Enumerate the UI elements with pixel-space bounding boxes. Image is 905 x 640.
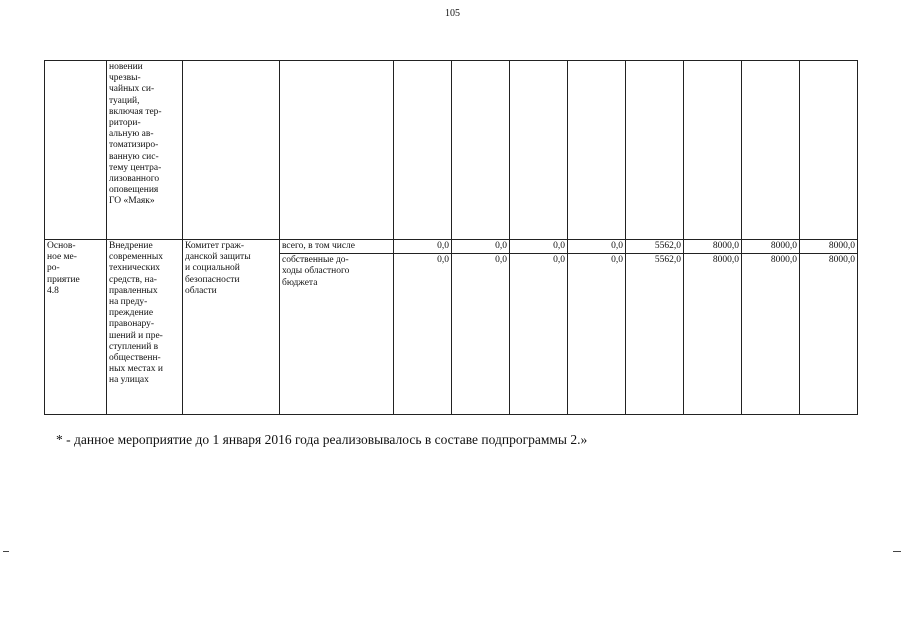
code-line: Основ- [47,241,76,251]
activity-executor-cell [183,240,280,415]
name-line: преждение [109,308,154,319]
name-line: чайных си- [109,84,155,95]
value-cell [684,61,742,240]
value-cell: 0,0 [452,240,510,254]
margin-mark [3,551,9,552]
value-cell: 0,0 [568,240,626,254]
value-cell: 8000,0 [684,240,742,254]
value-cell: 0,0 [510,254,568,415]
name-line: ступлений в [109,341,159,352]
value-cell: 0,0 [510,240,568,254]
value-cell: 0,0 [568,254,626,415]
value-cell: 5562,0 [626,240,684,254]
value-cell [394,61,452,240]
funding-source-regional [280,254,394,415]
code-line: ное ме- [47,252,77,263]
margin-mark [893,551,901,552]
value-cell: 5562,0 [626,254,684,415]
name-line: альную ав- [109,129,154,140]
executor-cell [183,61,280,240]
executor-line: данской защиты [185,252,251,263]
name-line: ванную сис- [109,151,159,162]
value-cell: 0,0 [452,254,510,415]
funding-source-total: всего, в том числе [280,240,394,254]
value-cell [568,61,626,240]
name-line: чрезвы- [109,73,141,84]
activity-name-cell [107,240,183,415]
name-line: туаций, [109,95,140,106]
name-line: новении [109,62,143,72]
value-cell: 8000,0 [800,254,858,415]
code-line: 4.8 [47,285,59,296]
name-line: лизованного [109,174,160,185]
source-line: собственные до- [282,255,349,266]
name-line: ритори- [109,118,141,129]
budget-table [44,60,858,415]
footnote: * - данное мероприятие до 1 января 2016 года реализовывалось в составе подпрограммы 2.» [56,432,588,447]
source-cell [280,61,394,240]
name-line: технических [109,263,161,274]
executor-line: и социальной [185,263,240,274]
name-line: средств, на- [109,274,157,285]
name-line: ных местах и [109,364,163,375]
page-number: 105 [445,8,460,19]
name-line: современных [109,252,163,263]
name-line: правонару- [109,319,155,330]
activity-code-cell [45,240,107,415]
value-cell: 8000,0 [800,240,858,254]
code-cell [45,61,107,240]
value-cell [510,61,568,240]
name-line: томатизиро- [109,140,159,151]
code-line: приятие [47,274,80,285]
value-cell [800,61,858,240]
name-line: тему центра- [109,162,162,173]
value-cell: 8000,0 [684,254,742,415]
code-line: ро- [47,263,60,274]
name-line: включая тер- [109,106,162,117]
value-cell: 8000,0 [742,254,800,415]
name-line: ГО «Маяк» [109,196,155,207]
name-line: на преду- [109,297,148,308]
executor-line: Комитет граж- [185,241,245,251]
activity-row-total [45,240,858,254]
name-line: общественн- [109,353,161,364]
executor-line: безопасности [185,274,240,285]
source-line: ходы областного [282,266,350,277]
value-cell: 8000,0 [742,240,800,254]
value-cell: 0,0 [394,240,452,254]
name-line: на улицах [109,375,149,386]
value-cell: 0,0 [394,254,452,415]
value-cell [626,61,684,240]
name-line: оповещения [109,185,159,196]
activity-name-cell [107,61,183,240]
continued-row [45,61,858,240]
value-cell [742,61,800,240]
name-line: шений и пре- [109,330,163,341]
name-line: правленных [109,285,158,296]
name-line: Внедрение [109,241,153,251]
value-cell [452,61,510,240]
executor-line: области [185,285,217,296]
source-line: бюджета [282,277,318,288]
